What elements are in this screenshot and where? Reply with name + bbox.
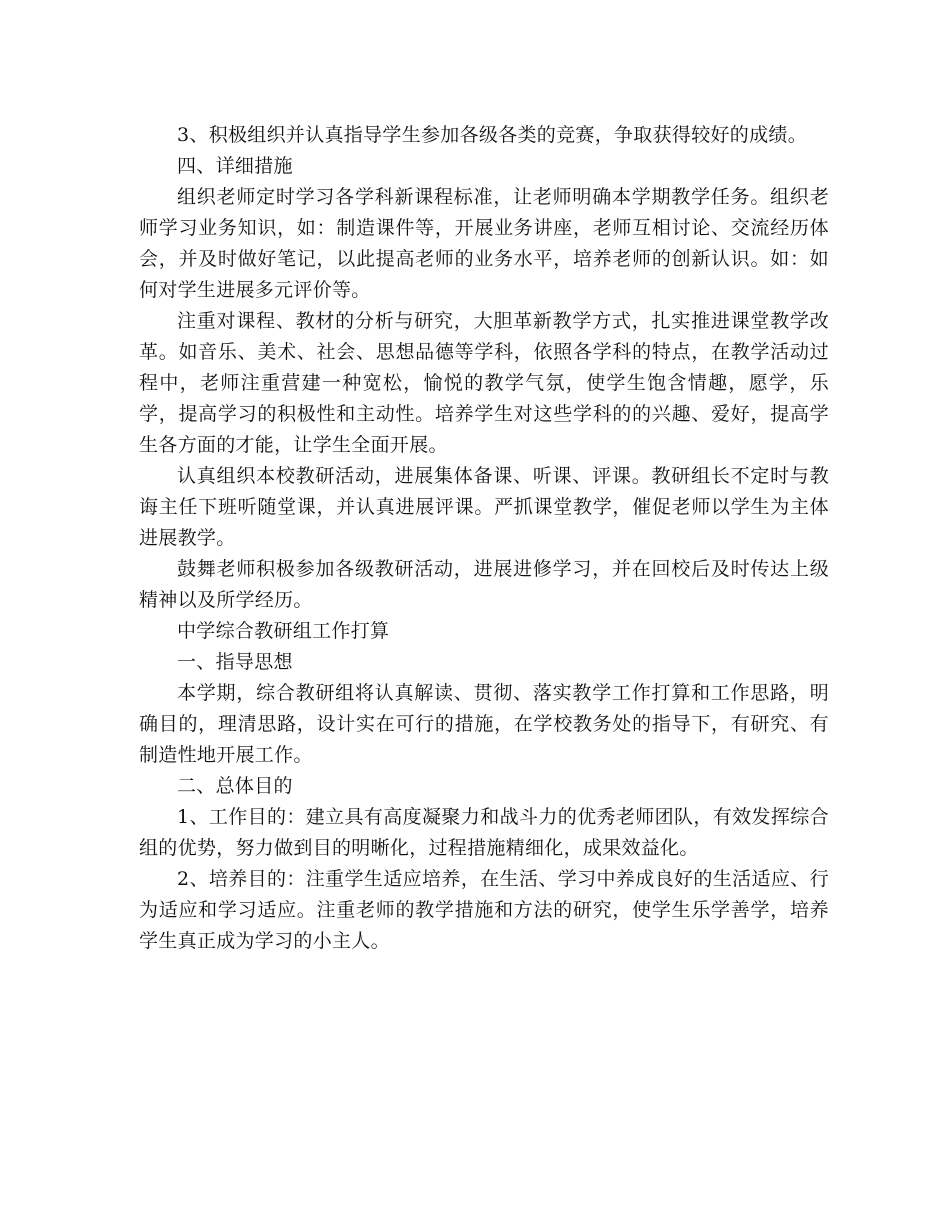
paragraph-curriculum-standards: 组织老师定时学习各学科新课程标准，让老师明确本学期教学任务。组织老师学习业务知识，如：制造课件等，开展业务讲座，老师互相讨论、交流经历体会，并及时做好笔记，以此提高老师的业务水平，培养老师的创新认识。如：如何对学生进展多元评价等。 (139, 186, 829, 301)
paragraph-training: 鼓舞老师积极参加各级教研活动，进展进修学习，并在回校后及时传达上级精神以及所学经历。 (139, 558, 829, 611)
paragraph-teaching-research: 认真组织本校教研活动，进展集体备课、听课、评课。教研组长不定时与教诲主任下班听随堂课，并认真进展评课。严抓课堂教学，催促老师以学生为主体进展教学。 (139, 465, 829, 549)
paragraph-teaching-reform: 注重对课程、教材的分析与研究，大胆革新教学方式，扎实推进课堂教学改革。如音乐、美术、社会、思想品德等学科，依照各学科的特点，在教学活动过程中，老师注重营建一种宽松，愉悦的教学气氛，使学生饱含情趣，愿学，乐学，提高学习的积极性和主动性。培养学生对这些学科的的兴趣、爱好，提高学生各方面的才能，让学生全面开展。 (139, 310, 829, 456)
paragraph-training-goals: 2、培养目的：注重学生适应培养，在生活、学习中养成良好的生活适应、行为适应和学习适应。注重老师的教学措施和方法的研究，使学生乐学善学，培养学生真正成为学习的小主人。 (139, 868, 829, 952)
heading-guiding-ideology: 一、指导思想 (177, 651, 293, 673)
paragraph-semester: 本学期，综合教研组将认真解读、贯彻、落实教学工作打算和工作思路，明确目的，理清思路，设计实在可行的措施，在学校教务处的指导下，有研究、有制造性地开展工作。 (139, 682, 829, 766)
paragraph-work-goals: 1、工作目的：建立具有高度凝聚力和战斗力的优秀老师团队，有效发挥综合组的优势，努力做到目的明晰化，过程措施精细化，成果效益化。 (139, 806, 829, 859)
heading-work-plan: 中学综合教研组工作打算 (177, 620, 390, 642)
paragraph-competition: 3、积极组织并认真指导学生参加各级各类的竞赛，争取获得较好的成绩。 (177, 124, 807, 146)
document-body (139, 120, 829, 957)
heading-detailed-measures: 四、详细措施 (177, 155, 293, 177)
heading-overall-goals: 二、总体目的 (177, 775, 293, 797)
